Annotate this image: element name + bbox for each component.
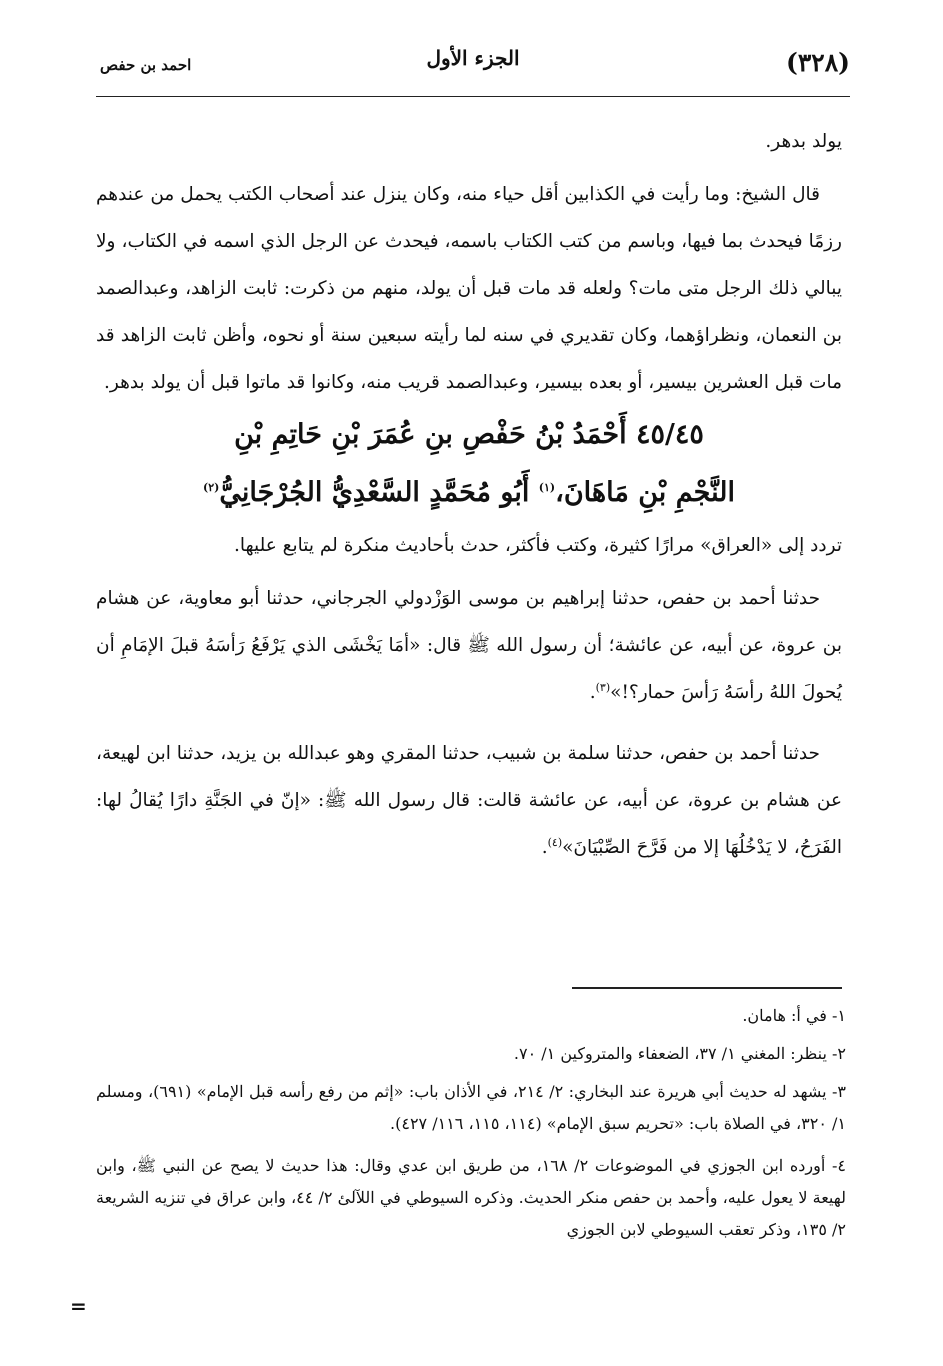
paragraph-3: تردد إلى «العراق» مرارًا كثيرة، وكتب فأكثر، حدث بأحاديث منكرة لم يتابع عليها.: [233, 535, 842, 556]
entry-title: [96, 406, 842, 522]
footnote-ref-3: (٣): [595, 680, 611, 694]
page-number: (٣٢٨): [786, 48, 850, 77]
continuation-mark: =: [70, 1294, 87, 1318]
paragraph-2: قال الشيخ: وما رأيت في الكذابين أقل حياء منه، وكان ينزل عند أصحاب الكتب يحمل من عندهم رزمًا فيحدث بما فيها، وباسم من كتب الكتاب باسمه، فيحدث عن الرجل الذي اسمه في الكتاب، ولا يبالي ذلك الرجل متى مات؟ ولعله قد مات قبل أن يولد، منهم من ذكرت: ثابت الزاهد، وعبدالصمد بن النعمان، ونظراؤهما، وكان تقديري في سنه لما رأيته سبعين سنة أو نحوه، وأظن ثابت الزاهد قد مات قبل العشرين بيسير، أو بعده بيسير، وعبدالصمد قريب منه، وكانوا قد ماتوا قبل أن يولد بدهر.: [96, 184, 842, 393]
footnote-divider: [572, 987, 842, 989]
hadith-2: حدثنا أحمد بن حفص، حدثنا سلمة بن شبيب، حدثنا المقري وهو عبدالله بن يزيد، حدثنا ابن لهيعة، عن هشام بن عروة، عن أبيه، عن عائشة قالت: قال رسول الله ﷺ: «إنّ في الجَنَّةِ دارًا يُقالُ لها: الفَرَحُ، لا يَدْخُلُهَا إلا من فَرَّحَ الصِّبْيَانَ»: [96, 743, 842, 858]
header-divider: [96, 96, 850, 97]
footnote-ref-2: (٢): [203, 481, 220, 494]
footnotes: [96, 1000, 846, 1256]
entry-title-name: النَّجْمِ بْنِ مَاهَانَ،: [555, 477, 735, 508]
footnote-ref-4: (٤): [547, 835, 563, 849]
paragraph-4: حدثنا أحمد بن حفص، حدثنا إبراهيم بن موسى الوَزْدولي الجرجاني، حدثنا أبو معاوية، عن هشام بن عروة، عن أبيه، عن عائشة؛ أن رسول الله ﷺ قال: «أمَا يَخْشَى الذي يَرْفَعُ رَأسَهُ قبلَ الإمَامِ أن يُحولَ اللهُ رأسَهُ رَأسَ حمار؟!»$^{(٣)}$.: [96, 588, 842, 703]
footnote-3: ٣- يشهد له حديث أبي هريرة عند البخاري: ٢/ ٢١٤، في الأذان باب: «إثم من رفع رأسه قبل الإمام» (٦٩١)، ومسلم ١/ ٣٢٠، في الصلاة باب: «تحريم سبق الإمام» (١١٤، ١١٥، ١١٦/ ٤٢٧).: [96, 1082, 846, 1133]
part-title: الجزء الأول: [426, 46, 520, 70]
entry-title-kunya: أَبُو مُحَمَّدٍ السَّعْدِيُّ الجُرْجَانِيُّ: [219, 477, 539, 508]
main-text: [96, 118, 842, 871]
hadith-1: حدثنا أحمد بن حفص، حدثنا إبراهيم بن موسى الوَزْدولي الجرجاني، حدثنا أبو معاوية، عن هشام بن عروة، عن أبيه، عن عائشة؛ أن رسول الله ﷺ قال: «أمَا يَخْشَى الذي يَرْفَعُ رَأسَهُ قبلَ الإمَامِ أن يُحولَ اللهُ رأسَهُ رَأسَ حمار؟!»: [96, 588, 842, 703]
footnote-2: ٢- ينظر: المغني ١/ ٣٧، الضعفاء والمتروكين ١/ ٧٠.: [513, 1044, 846, 1063]
footnote-1: ١- في أ: هامان.: [742, 1006, 846, 1025]
page-header: [96, 42, 850, 92]
entry-title-line-2: [96, 464, 842, 522]
footnote-4: ٤- أورده ابن الجوزي في الموضوعات ٢/ ١٦٨، من طريق ابن عدي وقال: هذا حديث لا يصح عن النبي ﷺ، وابن لهيعة لا يعول عليه، وأحمد بن حفص منكر الحديث. وذكره السيوطي في اللآلئ ٢/ ٤٤، وابن عراق في تنزيه الشريعة ٢/ ١٣٥، وذكر تعقب السيوطي لابن الجوزي: [96, 1156, 847, 1239]
paragraph-1: يولد بدهر.: [765, 131, 842, 152]
paragraph-5: حدثنا أحمد بن حفص، حدثنا سلمة بن شبيب، حدثنا المقري وهو عبدالله بن يزيد، حدثنا ابن لهيعة، عن هشام بن عروة، عن أبيه، عن عائشة قالت: قال رسول الله ﷺ: «إنّ في الجَنَّةِ دارًا يُقالُ لها: الفَرَحُ، لا يَدْخُلُهَا إلا من فَرَّحَ الصِّبْيَانَ»$^{(٤)}$.: [96, 743, 842, 858]
entry-title-line-1: ٤٥/٤٥ أَحْمَدُ بْنُ حَفْصِ بنِ عُمَرَ بْنِ حَاتِمِ بْنِ: [234, 419, 704, 450]
running-head: احمد بن حفص: [100, 56, 192, 74]
footnote-ref-1: (١): [538, 481, 556, 494]
